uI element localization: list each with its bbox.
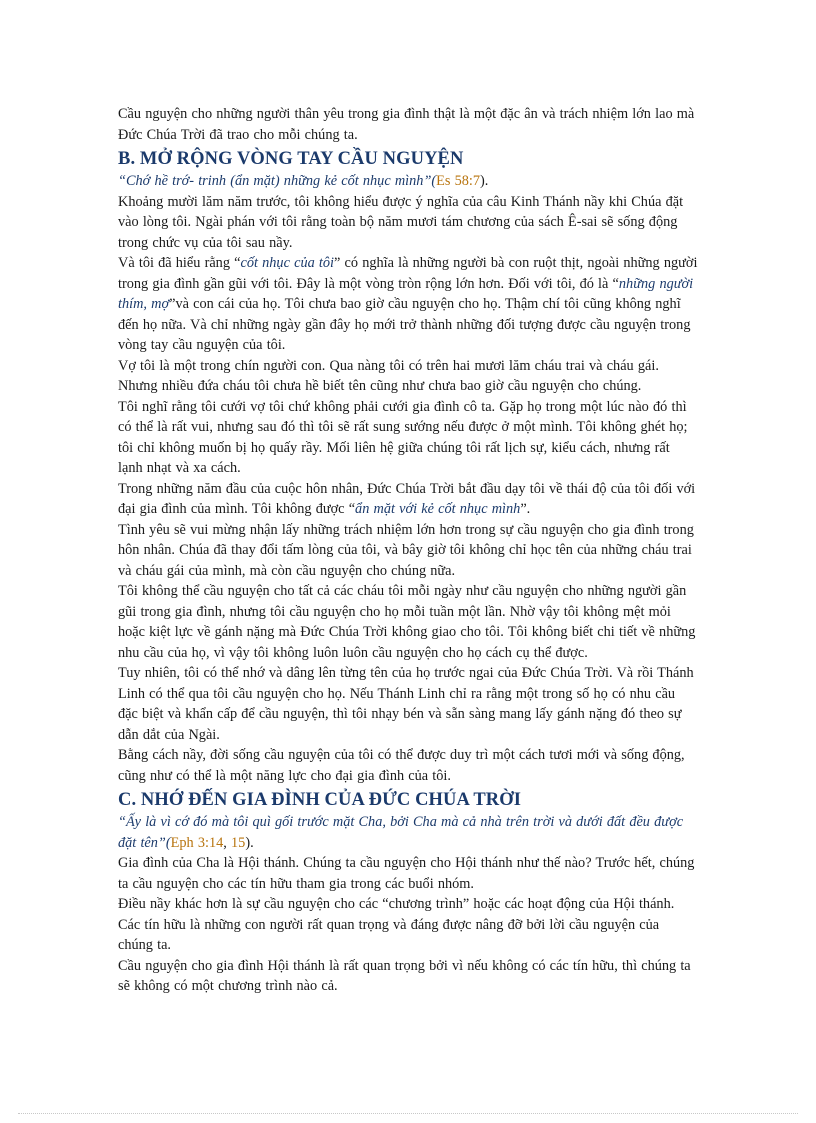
text-run: Gia đình của Cha là Hội thánh. Chúng ta cầu nguyện cho Hội thánh như thế nào? Trước hết, chúng ta cầu nguyện cho các tín hữu tham gia trong các buổi nhóm. (118, 855, 695, 892)
text-run: Vợ tôi là một trong chín người con. Qua nàng tôi có trên hai mươi lăm cháu trai và cháu gái. Nhưng nhiều đứa cháu tôi chưa hề biết tên cũng như chưa bao giờ cầu nguyện cho chúng. (118, 357, 659, 394)
paragraph (118, 356, 698, 397)
quoted-text: Chớ hề trớ- trinh (ẩn mặt) những kẻ cốt nhục mình (125, 173, 424, 189)
scripture-reference[interactable]: Eph 3:14 (170, 834, 224, 851)
scripture-reference[interactable]: Es 58:7 (436, 173, 481, 189)
paragraph (118, 894, 698, 956)
quoted-text: những người thím, mợ (118, 275, 694, 312)
quoted-text: Ấy là vì cớ đó mà tôi quì gối trước mặt Cha, bởi Cha mà cả nhà trên trời và dưới đất đều được đặt tên (118, 814, 684, 851)
section-heading: B. MỞ RỘNG VÒNG TAY CẦU NGUYỆN (118, 149, 464, 169)
paragraph (118, 812, 698, 853)
quoted-text: ”( (157, 834, 171, 851)
quoted-text: ”( (423, 173, 437, 189)
paragraph (118, 853, 698, 894)
text-run: Trong những năm đầu của cuộc hôn nhân, Đức Chúa Trời bắt đầu dạy tôi về thái độ của tôi đối với đại gia đình của mình. Tôi không được “ (118, 480, 696, 517)
text-run: Tôi không thể cầu nguyện cho tất cả các cháu tôi mỗi ngày như cầu nguyện cho những người gần gũi trong gia đình, nhưng tôi cầu nguyện cho họ mỗi tuần một lần. Nhờ vậy tôi không mệt mỏi hoặc kiệt lực về gánh nặng mà Đức Chúa Trời không giao cho tôi. Tôi không biết chi tiết về những nhu cầu của họ, vì vậy tôi không luôn luôn cầu nguyện cho họ cách cụ thể được. (118, 583, 696, 661)
paragraph (118, 171, 698, 192)
quoted-text: cốt nhục của tôi (240, 255, 335, 271)
text-run: Khoảng mười lăm năm trước, tôi không hiểu được ý nghĩa của câu Kinh Thánh nầy khi Chúa đặt vào lòng tôi. Ngài phán với tôi rằng toàn bộ năm mươi tám chương của sách Ê-sai sẽ sống động trong chức vụ của tôi sau nầy. (118, 193, 684, 251)
text-run: Và tôi đã hiểu rằng “ (118, 255, 241, 271)
text-run: ). (480, 173, 489, 189)
text-run: ”. (520, 501, 531, 517)
paragraph (118, 663, 698, 745)
paragraph (118, 745, 698, 786)
scripture-reference[interactable]: 15 (231, 834, 246, 851)
text-run: ” có nghĩa là những người bà con ruột thịt, ngoài những người trong gia đình gần gũi với tôi. Đây là một vòng tròn rộng lớn hơn. Đối với tôi, đó là “ (118, 255, 698, 292)
section-heading: C. NHỚ ĐẾN GIA ĐÌNH CỦA ĐỨC CHÚA TRỜI (118, 790, 522, 810)
paragraph (118, 192, 698, 254)
paragraph (118, 520, 698, 582)
text-run: ). (245, 834, 254, 851)
text-run: Điều nầy khác hơn là sự cầu nguyện cho các “chương trình” hoặc các hoạt động của Hội thánh. Các tín hữu là những con người rất quan trọng và đáng được nâng đỡ bởi lời cầu nguyện của chúng ta. (118, 896, 675, 953)
text-run: Tình yêu sẽ vui mừng nhận lấy những trách nhiệm lớn hơn trong sự cầu nguyện cho gia đình trong hôn nhân. Chúa đã thay đổi tấm lòng của tôi, và bây giờ tôi không chỉ học tên của những cháu trai và cháu gái của mình, mà còn cầu nguyện cho chúng nữa. (118, 521, 694, 579)
paragraph (118, 104, 698, 145)
text-run: , (223, 834, 232, 851)
quoted-text: “ (118, 173, 126, 189)
paragraph (118, 956, 698, 997)
paragraph (118, 581, 698, 663)
text-run: ”và con cái của họ. Tôi chưa bao giờ cầu nguyện cho họ. Thậm chí tôi cũng không nghĩ đến họ nữa. Và chỉ những ngày gần đây họ mới trở thành những đối tượng được cầu nguyện trong vòng tay cầu nguyện của tôi. (118, 296, 691, 353)
text-run: Bằng cách nầy, đời sống cầu nguyện của tôi có thể được duy trì một cách tươi mới và sống động, cũng như có thể là một năng lực cho đại gia đình của tôi. (118, 747, 685, 784)
text-run: Cầu nguyện cho gia đình Hội thánh là rất quan trọng bởi vì nếu không có các tín hữu, thì chúng ta sẽ không có một chương trình nào cả. (118, 957, 691, 994)
quoted-text: ẩn mặt với kẻ cốt nhục mình (355, 501, 521, 517)
quoted-text: “ (118, 814, 126, 830)
text-run: Cầu nguyện cho những người thân yêu trong gia đình thật là một đặc ân và trách nhiệm lớn lao mà Đức Chúa Trời đã trao cho mỗi chúng ta. (118, 106, 695, 143)
paragraph (118, 253, 698, 356)
paragraph (118, 397, 698, 479)
paragraph (118, 479, 698, 520)
page-divider (18, 1113, 798, 1114)
text-run: Tôi nghĩ rằng tôi cưới vợ tôi chứ không phải cưới gia đình cô ta. Gặp họ trong một lúc nào đó thì có thể là rất vui, nhưng sau đó thì tôi sẽ rất sung sướng nếu được ở một mình. Tôi không ghét họ; tôi chỉ không muốn bị họ quấy rầy. Mối liên hệ giữa chúng tôi rất lịch sự, kiểu cách, nhưng rất lạnh nhạt và xa cách. (118, 398, 688, 476)
text-run: Tuy nhiên, tôi có thể nhớ và dâng lên từng tên của họ trước ngai của Đức Chúa Trời. Và rồi Thánh Linh có thể qua tôi cầu nguyện cho họ. Nếu Thánh Linh chỉ ra rằng một trong số họ có nhu cầu đặc biệt và khẩn cấp để cầu nguyện, thì tôi nhạy bén và sẵn sàng mang lấy gánh nặng đó theo sự dẫn dắt của Ngài. (118, 665, 694, 743)
document-page (118, 104, 698, 997)
